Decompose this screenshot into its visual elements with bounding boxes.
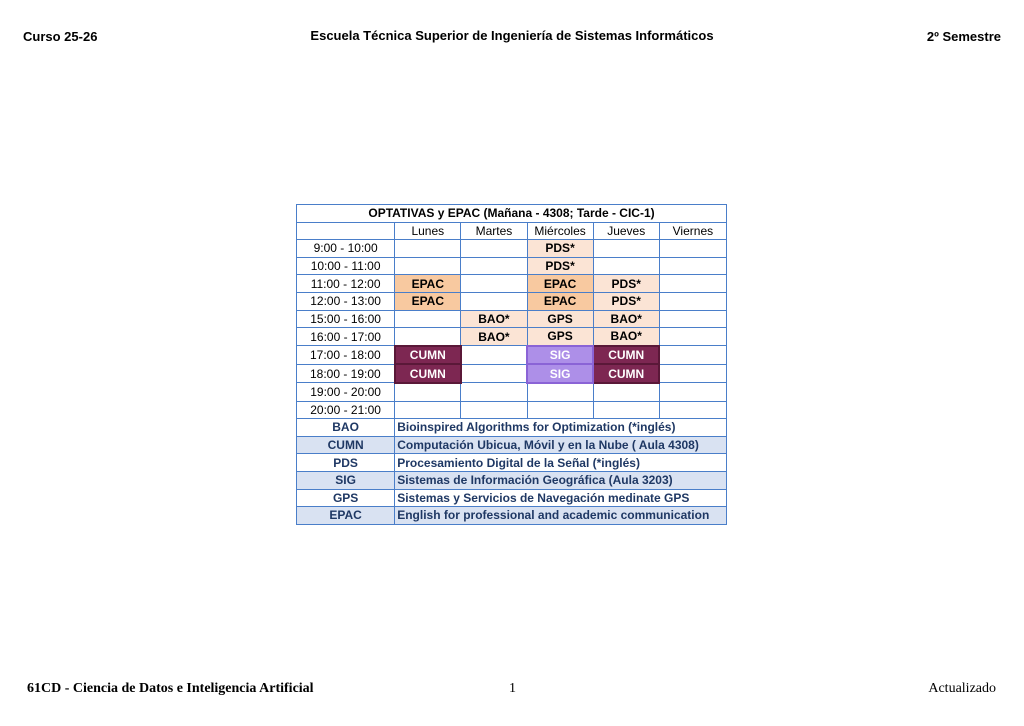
- updated-status: Actualizado: [928, 681, 996, 696]
- course-label: Curso 25-26: [23, 29, 98, 44]
- legend-code: GPS: [297, 489, 395, 507]
- schedule-cell: PDS*: [527, 240, 593, 258]
- schedule-cell: [461, 257, 527, 275]
- schedule-cell: [659, 310, 726, 328]
- schedule-cell: EPAC: [527, 275, 593, 293]
- schedule-cell: [659, 240, 726, 258]
- schedule-cell: [461, 364, 527, 383]
- legend-row: [297, 489, 727, 507]
- schedule-row: [297, 328, 727, 346]
- schedule-cell: [461, 292, 527, 310]
- day-header: Miércoles: [527, 222, 593, 240]
- schedule-cell: [659, 364, 726, 383]
- time-slot: 19:00 - 20:00: [297, 383, 395, 401]
- schedule-cell: [395, 257, 461, 275]
- schedule-cell: PDS*: [593, 275, 659, 293]
- schedule-cell: BAO*: [593, 328, 659, 346]
- schedule-cell: [659, 328, 726, 346]
- time-slot: 9:00 - 10:00: [297, 240, 395, 258]
- schedule-row: [297, 383, 727, 401]
- schedule-cell: [395, 310, 461, 328]
- legend-description: Sistemas de Información Geográfica (Aula 3203): [395, 471, 727, 489]
- schedule-cell: GPS: [527, 328, 593, 346]
- schedule-row: [297, 257, 727, 275]
- legend-row: [297, 436, 727, 454]
- day-header: Viernes: [659, 222, 726, 240]
- schedule-cell: CUMN: [395, 364, 461, 383]
- schedule-cell: [461, 383, 527, 401]
- schedule-row: [297, 364, 727, 383]
- corner-cell: [297, 222, 395, 240]
- legend-row: [297, 419, 727, 437]
- time-slot: 10:00 - 11:00: [297, 257, 395, 275]
- legend-description: Computación Ubicua, Móvil y en la Nube ( Aula 4308): [395, 436, 727, 454]
- schedule-cell: SIG: [527, 346, 593, 365]
- legend-code: EPAC: [297, 507, 395, 525]
- schedule-cell: [461, 240, 527, 258]
- schedule-row: [297, 346, 727, 365]
- legend-row: [297, 471, 727, 489]
- schedule-cell: [659, 346, 726, 365]
- schedule-cell: [659, 275, 726, 293]
- legend-code: BAO: [297, 419, 395, 437]
- legend-code: PDS: [297, 454, 395, 472]
- schedule-cell: [395, 328, 461, 346]
- schedule-cell: [659, 257, 726, 275]
- schedule-cell: [593, 257, 659, 275]
- schedule-cell: [659, 292, 726, 310]
- schedule-cell: [659, 383, 726, 401]
- schedule-table: [296, 204, 727, 525]
- schedule-cell: [395, 240, 461, 258]
- time-slot: 20:00 - 21:00: [297, 401, 395, 419]
- schedule-cell: [659, 401, 726, 419]
- page-number: 1: [509, 681, 516, 696]
- legend-row: [297, 454, 727, 472]
- schedule-cell: PDS*: [593, 292, 659, 310]
- schedule-cell: [461, 275, 527, 293]
- program-name: 61CD - Ciencia de Datos e Inteligencia Artificial: [27, 681, 314, 696]
- day-header: Lunes: [395, 222, 461, 240]
- legend-code: CUMN: [297, 436, 395, 454]
- time-slot: 17:00 - 18:00: [297, 346, 395, 365]
- schedule-row: [297, 275, 727, 293]
- schedule-cell: BAO*: [461, 310, 527, 328]
- schedule-cell: PDS*: [527, 257, 593, 275]
- school-title: Escuela Técnica Superior de Ingeniería de Sistemas Informáticos: [310, 28, 714, 43]
- time-slot: 11:00 - 12:00: [297, 275, 395, 293]
- legend-description: Procesamiento Digital de la Señal (*inglés): [395, 454, 727, 472]
- schedule-row: [297, 401, 727, 419]
- schedule-cell: [593, 240, 659, 258]
- legend-description: Bioinspired Algorithms for Optimization (*inglés): [395, 419, 727, 437]
- legend-description: Sistemas y Servicios de Navegación medinate GPS: [395, 489, 727, 507]
- schedule-cell: [461, 401, 527, 419]
- schedule-row: [297, 292, 727, 310]
- schedule-cell: [461, 346, 527, 365]
- legend-description: English for professional and academic communication: [395, 507, 727, 525]
- schedule-cell: [527, 401, 593, 419]
- schedule-cell: [593, 383, 659, 401]
- table-title-row: [297, 205, 727, 223]
- schedule-cell: SIG: [527, 364, 593, 383]
- semester-label: 2º Semestre: [926, 29, 1001, 44]
- day-header: Martes: [461, 222, 527, 240]
- schedule-cell: [527, 383, 593, 401]
- table-title: OPTATIVAS y EPAC (Mañana - 4308; Tarde - CIC-1): [297, 205, 727, 223]
- time-slot: 18:00 - 19:00: [297, 364, 395, 383]
- schedule-row: [297, 310, 727, 328]
- schedule-cell: [593, 401, 659, 419]
- schedule-cell: CUMN: [593, 346, 659, 365]
- schedule-cell: CUMN: [395, 346, 461, 365]
- schedule-cell: GPS: [527, 310, 593, 328]
- time-slot: 15:00 - 16:00: [297, 310, 395, 328]
- schedule-cell: BAO*: [593, 310, 659, 328]
- schedule-row: [297, 240, 727, 258]
- schedule-cell: EPAC: [395, 292, 461, 310]
- legend-code: SIG: [297, 471, 395, 489]
- schedule-cell: [395, 383, 461, 401]
- schedule-cell: BAO*: [461, 328, 527, 346]
- legend-row: [297, 507, 727, 525]
- time-slot: 16:00 - 17:00: [297, 328, 395, 346]
- schedule-cell: [395, 401, 461, 419]
- schedule-cell: EPAC: [395, 275, 461, 293]
- schedule-cell: CUMN: [593, 364, 659, 383]
- time-slot: 12:00 - 13:00: [297, 292, 395, 310]
- schedule-cell: EPAC: [527, 292, 593, 310]
- days-header-row: [297, 222, 727, 240]
- day-header: Jueves: [593, 222, 659, 240]
